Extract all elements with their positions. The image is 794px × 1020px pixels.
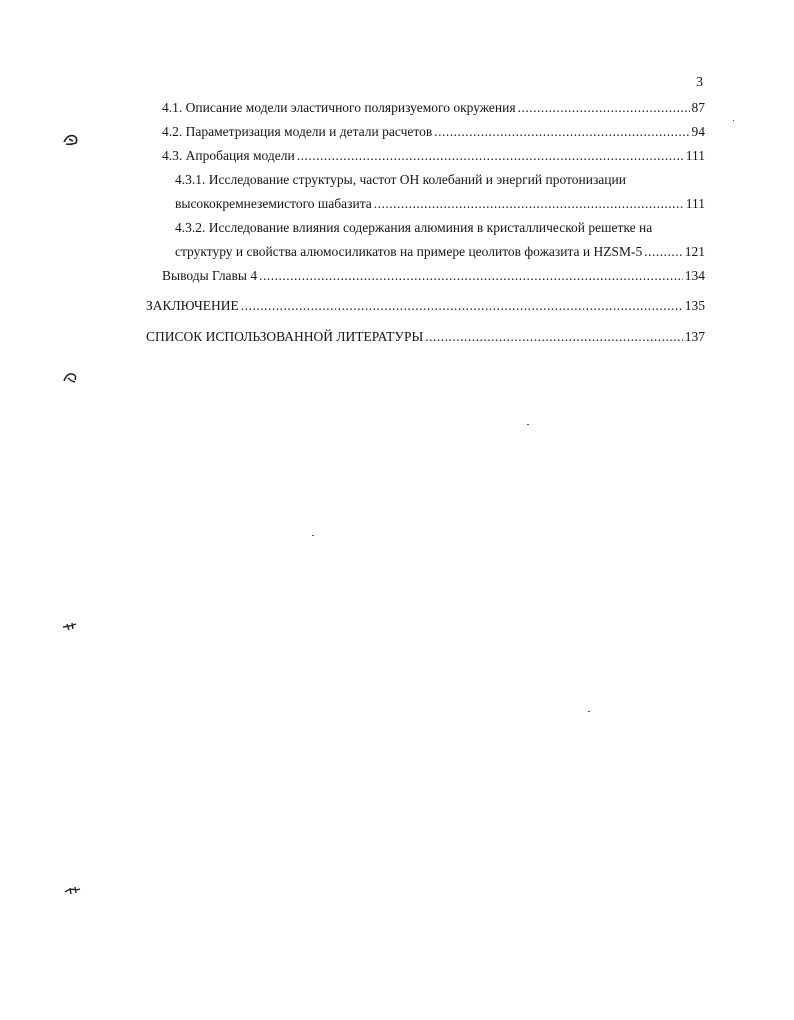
toc-entry-page: 134	[684, 268, 705, 283]
toc-leader-dots	[259, 267, 683, 285]
binding-mark-icon	[62, 882, 84, 898]
toc-leader-dots	[518, 99, 690, 117]
toc-entry-label: ЗАКЛЮЧЕНИЕ	[146, 298, 239, 313]
scan-speck	[588, 711, 590, 712]
toc-leader-dots	[425, 328, 683, 346]
scan-speck	[527, 424, 529, 425]
toc-entry-label: СПИСОК ИСПОЛЬЗОВАННОЙ ЛИТЕРАТУРЫ	[146, 329, 424, 344]
toc-leader-dots	[644, 243, 683, 261]
toc-entry-page: 111	[685, 148, 705, 163]
binding-mark-icon	[60, 130, 82, 148]
toc-entry-label: Выводы Главы 4	[162, 268, 258, 283]
toc-entry-label: 4.2. Параметризация модели и детали расчетов	[162, 124, 433, 139]
toc-entry-page: 135	[684, 298, 705, 313]
toc-leader-dots	[241, 297, 683, 315]
toc-entry-page: 121	[684, 244, 705, 259]
toc-entry-references[interactable]	[146, 328, 705, 346]
toc-entry-4-2[interactable]	[162, 123, 705, 141]
toc-entry-page: 137	[684, 329, 705, 344]
toc-entry-4-1[interactable]	[162, 99, 705, 117]
scan-speck	[312, 535, 314, 536]
toc-entry-4-3-2-line1: 4.3.2. Исследование влияния содержания алюминия в кристаллической решетке на	[175, 220, 653, 235]
toc-entry-4-3-1-line1: 4.3.1. Исследование структуры, частот ОН колебаний и энергий протонизации	[175, 172, 626, 187]
toc-entry-page: 94	[691, 124, 705, 139]
toc-entry-4-3-2[interactable]	[175, 243, 705, 261]
toc-entry-label: высококремнеземистого шабазита	[175, 196, 372, 211]
scan-speck	[733, 120, 734, 121]
toc-entry-page: 87	[691, 100, 705, 115]
binding-mark-icon	[60, 618, 82, 634]
toc-entry-4-3-1[interactable]	[175, 195, 705, 213]
toc-entry-label: структуру и свойства алюмосиликатов на примере цеолитов фожазита и HZSM-5	[175, 244, 643, 259]
toc-entry-label: 4.1. Описание модели эластичного поляризуемого окружения	[162, 100, 516, 115]
toc-leader-dots	[374, 195, 684, 213]
toc-entry-page: 111	[685, 196, 705, 211]
toc-entry-label: 4.3. Апробация модели	[162, 148, 295, 163]
toc-leader-dots	[297, 147, 684, 165]
toc-leader-dots	[434, 123, 689, 141]
toc-entry-chapter4-conclusions[interactable]	[162, 267, 705, 285]
page-number: 3	[696, 75, 703, 90]
toc-entry-4-3[interactable]	[162, 147, 705, 165]
binding-mark-icon	[60, 368, 82, 386]
toc-entry-conclusion[interactable]	[146, 297, 705, 315]
